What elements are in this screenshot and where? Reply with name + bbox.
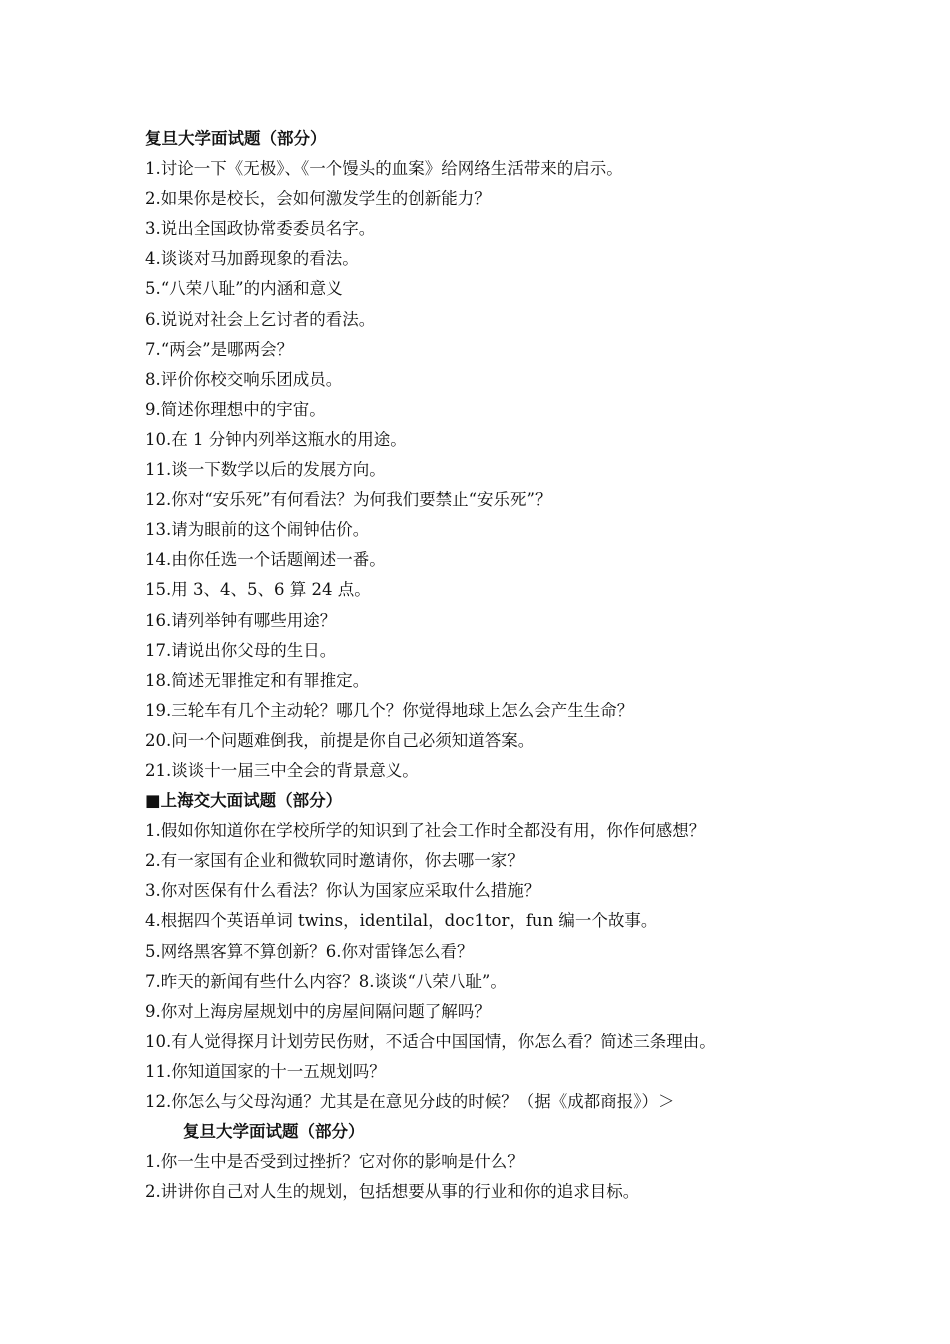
question-item: 21.谈谈十一届三中全会的背景意义。 [145,760,419,780]
section-heading-sjtu: ■上海交大面试题（部分） [145,791,343,811]
question-item: 4.谈谈对马加爵现象的看法。 [145,249,359,269]
question-list-fudan [145,154,925,786]
question-item: 7.“两会”是哪两会？ [145,339,294,359]
question-item: 14.由你任选一个话题阐述一番。 [145,550,386,570]
question-item: 3.你对医保有什么看法？你认为国家应采取什么措施？ [145,881,541,901]
question-item: 11.谈一下数学以后的发展方向。 [145,460,386,480]
section-heading-fudan-2: 复旦大学面试题（部分） [183,1122,365,1142]
question-item: 1.你一生中是否受到过挫折？它对你的影响是什么？ [145,1152,524,1172]
question-item: 2.有一家国有企业和微软同时邀请你，你去哪一家？ [145,851,524,871]
question-item: 20.问一个问题难倒我，前提是你自己必须知道答案。 [145,730,535,750]
question-item: 10.在 1 分钟内列举这瓶水的用途。 [145,429,407,449]
question-item: 2.如果你是校长，会如何激发学生的创新能力？ [145,189,491,209]
question-item: 8.评价你校交响乐团成员。 [145,369,343,389]
question-item: 17.请说出你父母的生日。 [145,640,337,660]
question-item: 15.用 3、4、5、6 算 24 点。 [145,580,371,600]
question-item: 1.讨论一下《无极》、《一个馒头的血案》给网络生活带来的启示。 [145,159,623,179]
question-item: 5.“八荣八耻”的内涵和意义 [145,279,343,299]
question-item: 12.你怎么与父母沟通？尤其是在意见分歧的时候？（据《成都商报》）＞ [145,1092,675,1111]
question-item: 16.请列举钟有哪些用途？ [145,610,337,630]
question-item: 1.假如你知道你在学校所学的知识到了社会工作时全都没有用，你作何感想？ [145,821,706,841]
question-item: 11.你知道国家的十一五规划吗？ [145,1061,386,1081]
question-item: 4.根据四个英语单词 twins，identilal，doc1tor，fun 编一个故事。 [145,911,658,931]
document-page [145,124,925,1207]
section-heading-fudan: 复旦大学面试题（部分） [145,129,327,148]
question-item: 19.三轮车有几个主动轮？哪几个？你觉得地球上怎么会产生生命？ [145,700,634,720]
question-item: 9.简述你理想中的宇宙。 [145,399,326,419]
question-item: 3.说出全国政协常委委员名字。 [145,219,376,239]
question-item: 18.简述无罪推定和有罪推定。 [145,670,370,690]
question-item: 5.网络黑客算不算创新？6.你对雷锋怎么看？ [145,941,474,961]
question-item: 13.请为眼前的这个闹钟估价。 [145,520,370,540]
question-list-fudan-2 [145,1147,925,1207]
question-item: 2.讲讲你自己对人生的规划，包括想要从事的行业和你的追求目标。 [145,1182,640,1202]
question-item: 12.你对“安乐死”有何看法？为何我们要禁止“安乐死”？ [145,490,552,510]
question-item: 7.昨天的新闻有些什么内容？8.谈谈“八荣八耻”。 [145,971,507,991]
question-list-sjtu [145,816,925,1117]
question-item: 9.你对上海房屋规划中的房屋间隔问题了解吗？ [145,1001,491,1021]
question-item: 10.有人觉得探月计划劳民伤财，不适合中国国情，你怎么看？简述三条理由。 [145,1031,716,1051]
question-item: 6.说说对社会上乞讨者的看法。 [145,309,376,329]
